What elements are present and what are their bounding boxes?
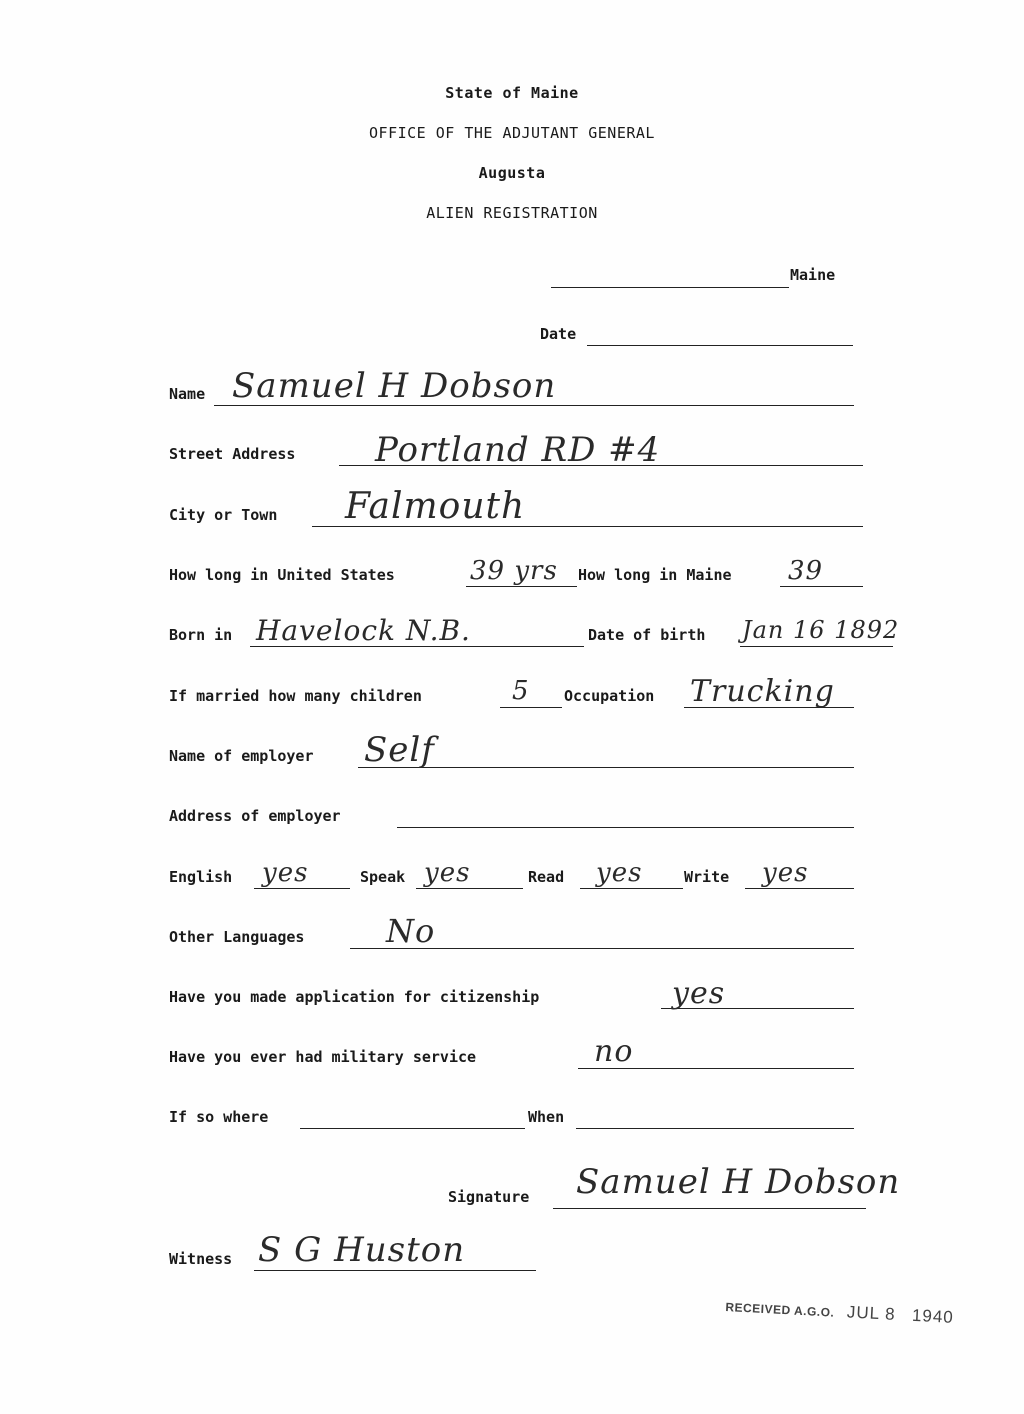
signature-label: Signature — [448, 1188, 530, 1206]
city-value: Falmouth — [345, 486, 526, 527]
english-label: English — [169, 868, 233, 886]
english-value: yes — [262, 858, 309, 888]
date-of-birth-label: Date of birth — [588, 626, 706, 644]
employer-address-label: Address of employer — [169, 807, 341, 825]
witness-value: S G Huston — [258, 1230, 466, 1270]
write-value: yes — [762, 858, 809, 888]
witness-line — [254, 1270, 536, 1271]
employer-name-value: Self — [364, 730, 435, 770]
other-languages-value: No — [386, 912, 436, 950]
how-long-maine-value: 39 — [788, 556, 824, 586]
born-in-label: Born in — [169, 626, 233, 644]
form-title: ALIEN REGISTRATION — [426, 204, 598, 222]
maine-label: Maine — [790, 266, 836, 284]
header-city: Augusta — [478, 164, 546, 182]
how-long-us-value: 39 yrs — [470, 556, 558, 586]
speak-line — [416, 888, 523, 889]
witness-label: Witness — [169, 1250, 233, 1268]
date-label: Date — [540, 325, 577, 343]
header-office: OFFICE OF THE ADJUTANT GENERAL — [369, 124, 655, 142]
received-stamp — [724, 1296, 986, 1354]
military-value: no — [594, 1034, 634, 1069]
children-value: 5 — [512, 676, 530, 706]
how-long-maine-line — [780, 586, 863, 587]
read-label: Read — [528, 868, 565, 886]
if-so-where-label: If so where — [169, 1108, 269, 1126]
citizenship-value: yes — [672, 976, 726, 1011]
date-of-birth-line — [740, 646, 893, 647]
stamp-date: JUL 8 — [846, 1302, 897, 1324]
speak-label: Speak — [360, 868, 406, 886]
employer-name-label: Name of employer — [169, 747, 314, 765]
occupation-label: Occupation — [564, 687, 655, 705]
occupation-value: Trucking — [690, 674, 835, 709]
signature-line — [553, 1208, 866, 1209]
signature-value: Samuel H Dobson — [576, 1162, 901, 1202]
city-label: City or Town — [169, 506, 278, 524]
street-address-label: Street Address — [169, 445, 296, 463]
military-label: Have you ever had military service — [169, 1048, 477, 1066]
name-label: Name — [169, 385, 206, 403]
citizenship-label: Have you made application for citizenship — [169, 988, 540, 1006]
children-label: If married how many children — [169, 687, 422, 705]
stamp-year: 1940 — [911, 1305, 955, 1327]
date-of-birth-value: Jan 16 1892 — [742, 616, 900, 644]
children-line — [500, 707, 562, 708]
other-languages-label: Other Languages — [169, 928, 305, 946]
street-address-value: Portland RD #4 — [375, 430, 661, 470]
how-long-us-line — [466, 586, 577, 587]
read-line — [580, 888, 683, 889]
speak-value: yes — [424, 858, 471, 888]
town-line — [551, 287, 789, 288]
read-value: yes — [596, 858, 643, 888]
born-in-value: Havelock N.B. — [256, 614, 471, 647]
how-long-maine-label: How long in Maine — [578, 566, 732, 584]
employer-address-line — [397, 827, 854, 828]
how-long-us-label: How long in United States — [169, 566, 395, 584]
english-line — [254, 888, 350, 889]
write-label: Write — [684, 868, 730, 886]
write-line — [745, 888, 854, 889]
when-label: When — [528, 1108, 565, 1126]
date-line — [587, 345, 853, 346]
name-value: Samuel H Dobson — [232, 366, 557, 406]
if-so-where-line — [300, 1128, 525, 1129]
stamp-received-text: RECEIVED A.G.O. — [725, 1299, 835, 1320]
when-line — [576, 1128, 854, 1129]
header-state: State of Maine — [445, 84, 579, 102]
